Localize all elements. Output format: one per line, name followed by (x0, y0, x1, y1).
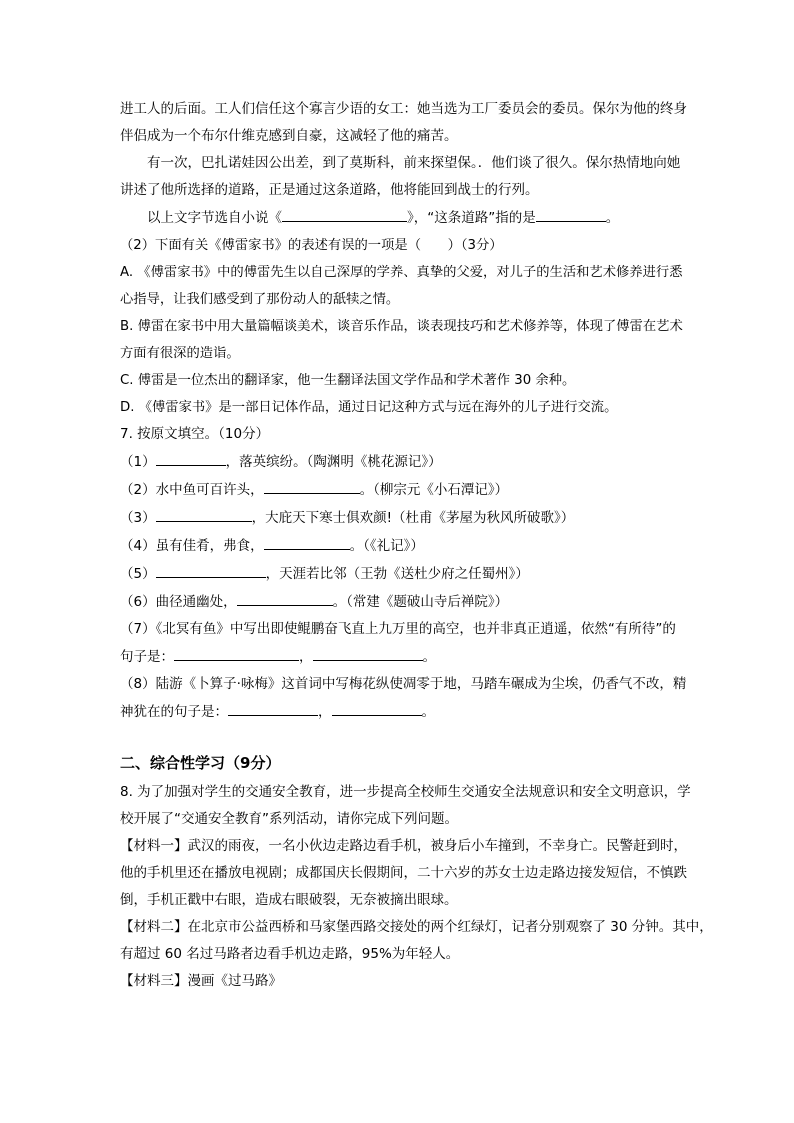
option-b: B. 傅雷在家书中用大量篇幅谈美术，谈音乐作品，谈表现技巧和艺术修养等，体现了傅雷在艺术 (120, 319, 683, 334)
question-text: 句子是： (120, 649, 174, 665)
answer-blank[interactable] (156, 560, 266, 578)
answer-blank[interactable] (264, 532, 350, 550)
passage-line: 进工人的后面。工人们信任这个寡言少语的女工：她当选为工厂委员会的委员。保尔为他的终身 (120, 101, 687, 117)
fill-line-1 (120, 448, 692, 476)
fill-line-7: （7）《北冥有鱼》中写出即使鲲鹏奋飞直上九万里的高空，也并非真正逍遥，依然“有所待”的 (120, 621, 676, 637)
question-text: ，大庇天下寒士俱欢颜!（杜甫《茅屋为秋风所破歌》） (251, 510, 575, 526)
fill-line-3 (120, 504, 692, 532)
answer-blank[interactable] (237, 588, 333, 606)
question-text: ，落英缤纷。（陶渊明《桃花源记》） (225, 454, 442, 470)
question-text: （2）水中鱼可百许头， (120, 482, 264, 498)
passage-line: 有一次，巴扎诺娃因公出差，到了莫斯科，前来探望保。．他们谈了很久。保尔热情地向她 (147, 155, 681, 171)
question-text: 。（柳宗元《小石潭记》） (359, 482, 509, 498)
question-8-cont: 校开展了“交通安全教育”系列活动，请你完成下列问题。 (120, 811, 458, 827)
fill-in-question-novel (120, 204, 692, 232)
question-text: ， (299, 649, 313, 665)
question-stem: （2）下面有关《傅雷家书》的表述有误的一项是（ ）（3分） (120, 238, 503, 253)
answer-blank[interactable] (228, 698, 318, 716)
document-page (120, 96, 713, 995)
option-b-cont: 方面有很深的造诣。 (120, 346, 240, 361)
answer-blank[interactable] (264, 476, 360, 494)
material-1-cont: 倒，手机正戳中右眼，造成右眼破裂，无奈被摘出眼球。 (120, 892, 458, 908)
question-text: （5） (120, 566, 156, 582)
question-text: 。 (422, 649, 436, 665)
fill-line-7-answer (120, 643, 692, 671)
answer-blank[interactable] (332, 698, 422, 716)
question-title: 7. 按原文填空。（10分） (120, 426, 270, 442)
material-2: 【材料二】在北京市公益西桥和马家堡西路交接处的两个红绿灯，记者分别观察了 30 分钟。其中， (120, 919, 713, 935)
question-text: 。（《礼记》） (349, 538, 424, 554)
question-text: 。 (605, 210, 620, 226)
answer-blank[interactable] (536, 204, 606, 222)
material-2-cont: 有超过 60 名过马路者边看手机边走路，95%为年轻人。 (120, 946, 460, 962)
passage-line: 讲述了他所选择的道路，正是通过这条道路，他将能回到战士的行列。 (120, 182, 539, 198)
question-text: ， (318, 704, 332, 720)
fill-line-4 (120, 532, 692, 560)
question-text: （1） (120, 454, 156, 470)
answer-blank[interactable] (282, 204, 407, 222)
fill-line-5 (120, 560, 692, 588)
option-a: A. 《傅雷家书》中的傅雷先生以自己深厚的学养、真挚的父爱，对儿子的生活和艺术修养进行悉 (120, 265, 683, 280)
question-text: 。 (421, 704, 435, 720)
question-text: （6）曲径通幽处， (120, 594, 237, 610)
fill-line-2 (120, 476, 692, 504)
option-c: C. 傅雷是一位杰出的翻译家，他一生翻译法国文学作品和学术著作 30 余种。 (120, 373, 576, 388)
passage-line: 伴侣成为一个布尔什维克感到自豪，这减轻了他的痛苦。 (120, 128, 458, 144)
fill-line-8-answer (120, 698, 692, 726)
fill-line-8: （8）陆游《卜算子·咏梅》这首词中写梅花纵使凋零于地，马踏车碾成为尘埃，仍香气不改，精 (120, 676, 687, 692)
answer-blank[interactable] (313, 643, 423, 661)
answer-blank[interactable] (156, 448, 226, 466)
material-1: 【材料一】武汉的雨夜，一名小伙边走路边看手机，被身后小车撞到，不幸身亡。民警赶到时， (120, 838, 687, 854)
question-text: 神犹在的句子是： (120, 704, 228, 720)
option-d: D. 《傅雷家书》是一部日记体作品，通过日记这种方式与远在海外的儿子进行交流。 (120, 400, 618, 415)
material-1-cont: 他的手机里还在播放电视剧；成都国庆长假期间，二十六岁的苏女士边走路边接发短信，不慎跌 (120, 865, 687, 881)
question-text: 以上文字节选自小说《 (147, 210, 282, 226)
question-text: ，天涯若比邻（王勃《送杜少府之任蜀州》） (265, 566, 529, 582)
option-a-cont: 心指导，让我们感受到了那份动人的舐犊之情。 (120, 292, 400, 307)
question-text: （4）虽有佳肴，弗食， (120, 538, 264, 554)
question-text: 》，“这条道路”指的是 (407, 210, 536, 226)
material-3: 【材料三】漫画《过马路》 (120, 973, 282, 989)
fill-line-6 (120, 588, 692, 616)
answer-blank[interactable] (174, 643, 299, 661)
answer-blank[interactable] (156, 504, 252, 522)
section-heading: 二、综合性学习（9分） (120, 754, 281, 772)
question-text: （3） (120, 510, 156, 526)
question-text: 。（常建《题破山寺后禅院》） (332, 594, 509, 610)
question-8: 8. 为了加强对学生的交通安全教育，进一步提高全校师生交通安全法规意识和安全文明意识，学 (120, 784, 691, 800)
